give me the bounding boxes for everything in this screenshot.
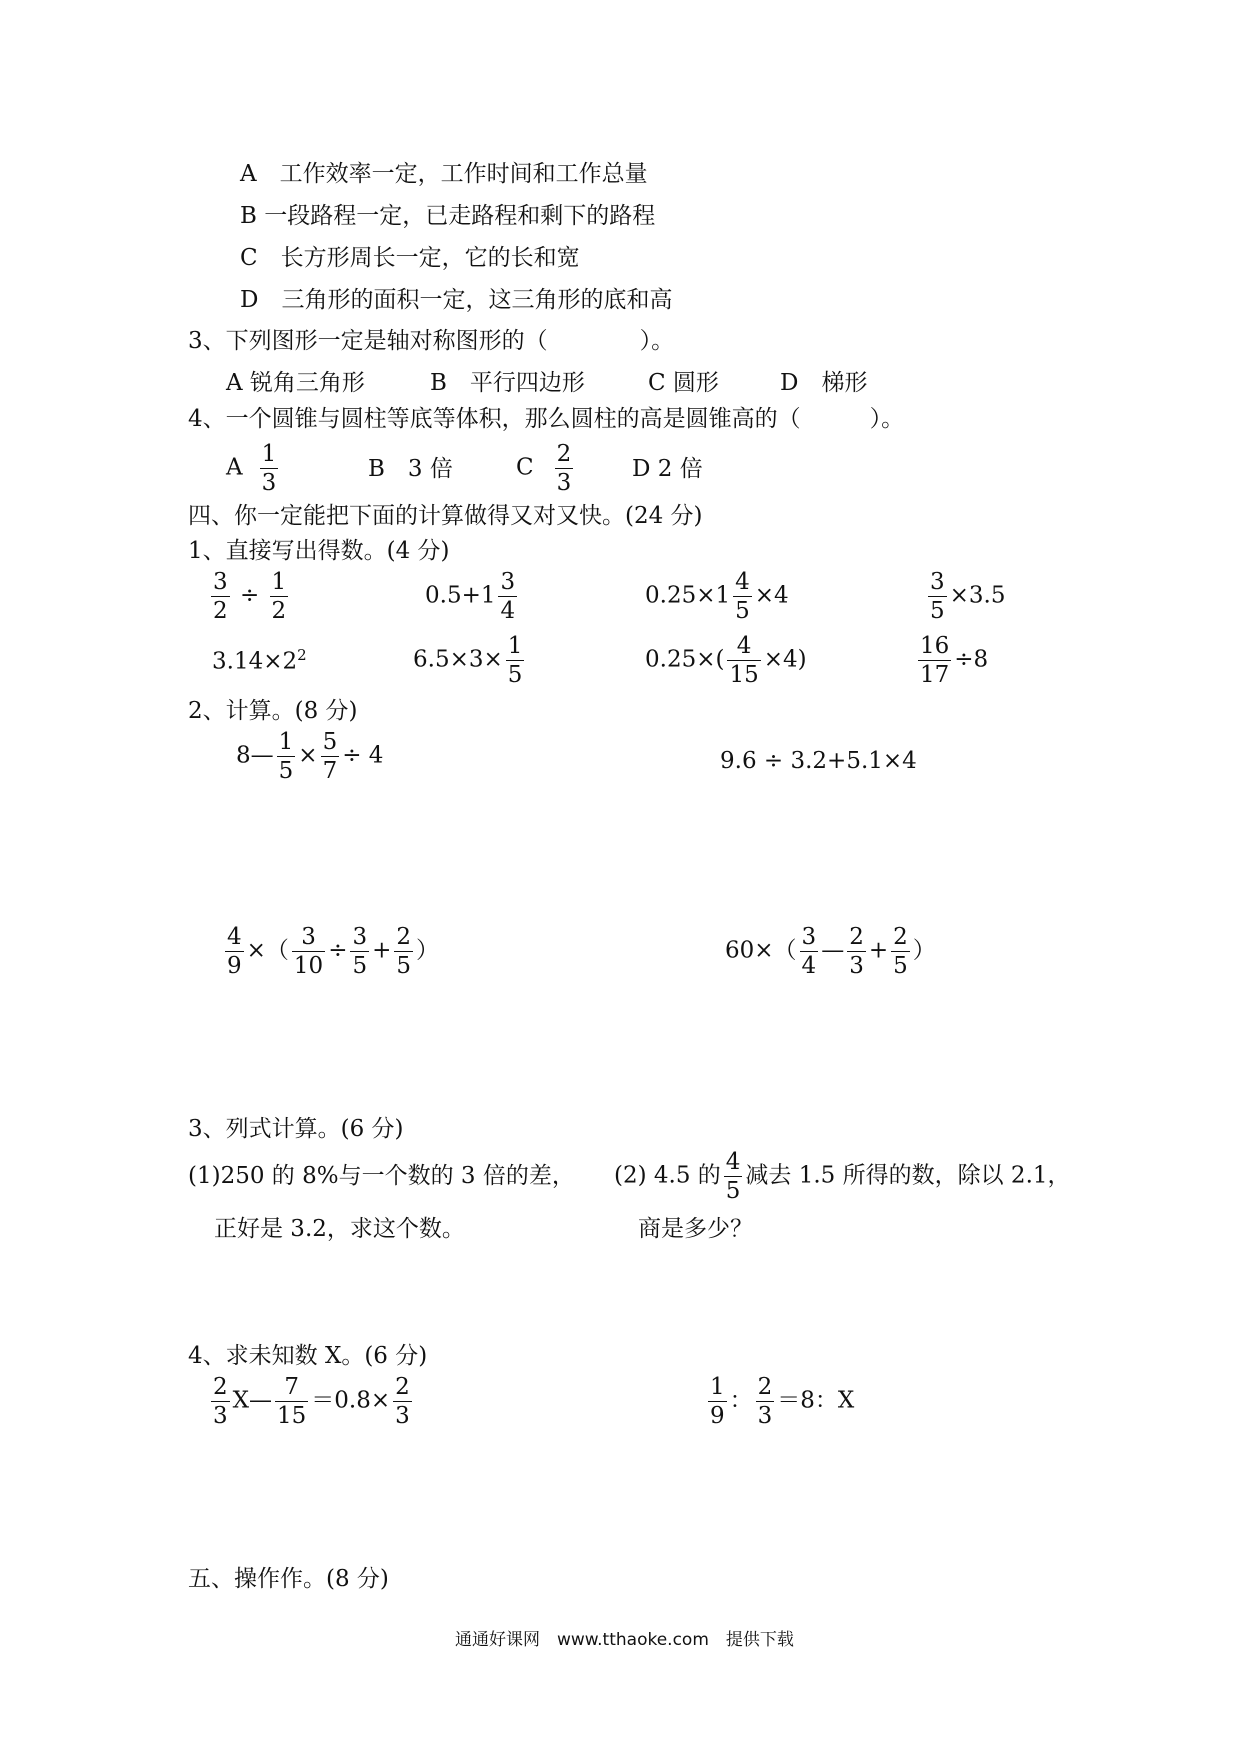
q3-option-c: C 圆形 [648, 370, 719, 396]
p1-expr-2: 0.5+1 $\frac{3}{4}$ [425, 569, 516, 625]
q4-option-c [516, 442, 576, 495]
q4-option-b: B 3 倍 [368, 456, 453, 482]
option-label: A [226, 454, 243, 481]
p2-expr-1: 8— $\frac{1}{5}$ × $\frac{5}{7}$ ÷ 4 [236, 729, 384, 785]
p2-expr-4: 60×（ $\frac{3}{4}$ — $\frac{2}{3}$ + $\frac{2}{5}$ ） [725, 924, 936, 980]
fraction: $\frac{2}{3}$ [556, 441, 572, 497]
section4-title: 四、你一定能把下面的计算做得又对又快。(24 分) [188, 503, 703, 529]
q2-option-b: B 一段路程一定，已走路程和剩下的路程 [240, 203, 656, 229]
page-footer: 通通好课网 www.tthaoke.com 提供下载 [455, 1630, 794, 1650]
p1-expr-4: $\frac{3}{5}$ ×3.5 [930, 569, 1006, 625]
p2-expr-2: 9.6 ÷ 3.2+5.1×4 [720, 748, 917, 774]
q2-option-a: A 工作效率一定，工作时间和工作总量 [240, 161, 648, 187]
q2-option-d: D 三角形的面积一定，这三角形的底和高 [240, 287, 673, 313]
p1-expr-3: 0.25×1 $\frac{4}{5}$ ×4 [645, 569, 789, 625]
q3-stem: 3、下列图形一定是轴对称图形的（ ）。 [188, 328, 675, 354]
fraction: $\frac{1}{3}$ [261, 441, 277, 497]
p1-expr-5: $3.14\times 2^2$ [212, 646, 307, 675]
part4-title: 4、求未知数 X。(6 分) [188, 1343, 428, 1369]
part3-title: 3、列式计算。(6 分) [188, 1116, 404, 1142]
p1-expr-1: $\frac{3}{2}$ ÷ $\frac{1}{2}$ [213, 569, 287, 625]
q4-option-a [226, 442, 281, 495]
p1-expr-6: 6.5×3× $\frac{1}{5}$ [413, 633, 523, 689]
p3-q1-line1: (1)250 的 8%与一个数的 3 倍的差， [188, 1163, 575, 1189]
p4-equation-1: $\frac{2}{3}$ X— $\frac{7}{15}$ ＝0.8× $\frac{2}{3}$ [213, 1374, 410, 1430]
q2-option-c: C 长方形周长一定，它的长和宽 [240, 245, 580, 271]
q4-option-d: D 2 倍 [632, 456, 703, 482]
p3-q2-line2: 商是多少？ [638, 1216, 753, 1242]
q3-option-d: D 梯形 [780, 370, 868, 396]
p2-expr-3: $\frac{4}{9}$ ×（ $\frac{3}{10}$ ÷ $\frac{3}{5}$ + $\frac{2}{5}$ ） [227, 924, 440, 980]
q3-option-b: B 平行四边形 [430, 370, 585, 396]
part2-title: 2、计算。(8 分) [188, 698, 358, 724]
q4-stem: 4、一个圆锥与圆柱等底等体积，那么圆柱的高是圆锥高的（ ）。 [188, 406, 905, 432]
p4-equation-2: $\frac{1}{9}$ ： $\frac{2}{3}$ ＝8：X [710, 1374, 855, 1430]
p1-expr-8: $\frac{16}{17}$ ÷8 [920, 633, 989, 689]
p3-q1-line2: 正好是 3.2，求这个数。 [214, 1216, 465, 1242]
p3-q2-line1: (2) 4.5 的 $\frac{4}{5}$ 减去 1.5 所得的数，除以 2.1， [614, 1149, 1071, 1205]
p1-expr-7: 0.25×( $\frac{4}{15}$ ×4) [645, 633, 807, 689]
q3-option-a: A 锐角三角形 [226, 370, 365, 396]
section5-title: 五、操作作。(8 分) [188, 1566, 389, 1592]
part1-title: 1、直接写出得数。(4 分) [188, 538, 450, 564]
option-label: C [516, 454, 534, 481]
